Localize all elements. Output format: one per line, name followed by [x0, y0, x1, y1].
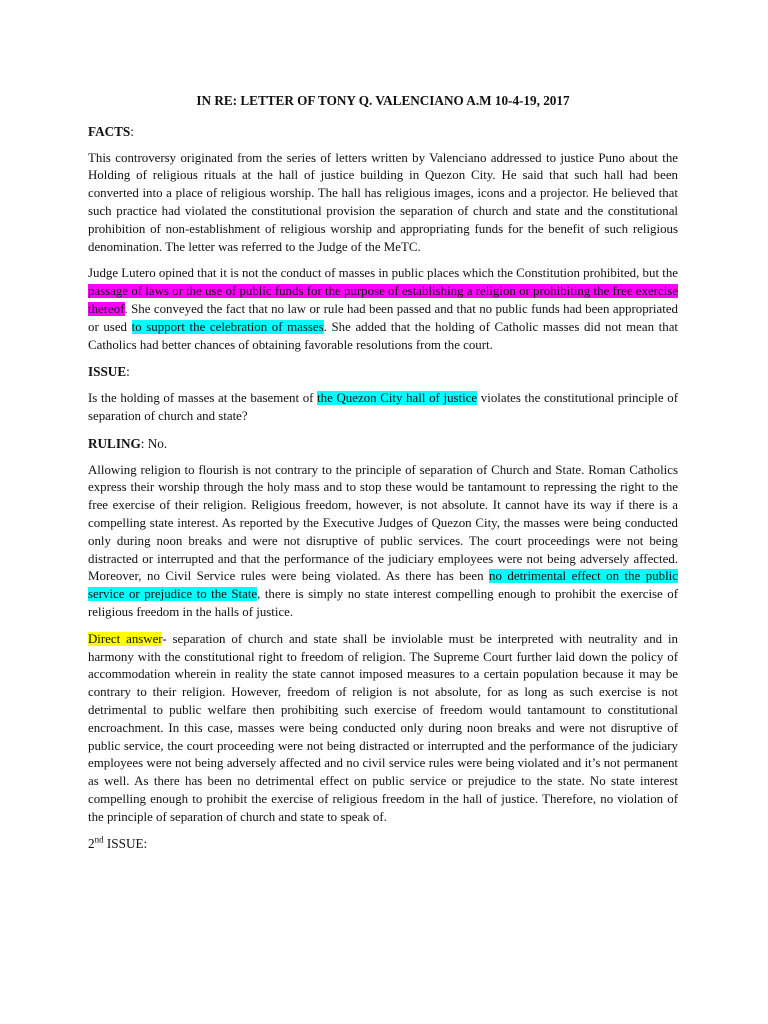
facts-heading: [88, 123, 678, 141]
facts-paragraph-1: This controversy originated from the series of letters written by Valenciano addressed to justice Puno about the Holding of religious rituals at the hall of justice building in Quezon City. He said that such hall had been converted into a place of religious worship. The hall has religious images, icons and a projector. He believed that such practice had violated the constitutional provision the separation of church and state and the constitutional prohibition of non-establishment of religious worship and appropriating funds for the benefit of such religious denomination. The letter was referred to the Judge of the MeTC.: [88, 150, 678, 254]
facts-heading-colon: :: [130, 123, 134, 139]
highlight-magenta-passage: passage of laws or the use of public funds for the purpose of establishing a religion or prohibiting the free exercise thereof: [88, 284, 678, 316]
second-issue-ordinal: nd: [94, 835, 104, 846]
highlight-yellow-direct-answer: Direct answer: [88, 631, 163, 646]
facts-p2-text-b: . She conveyed the fact that no law or rule had been passed and that no public funds had been appropriated or used: [88, 301, 678, 334]
facts-p2-text-c: . She added that the holding of Catholic masses did not mean that Catholics had better chances of obtaining favorable resolutions from the court.: [88, 319, 679, 352]
highlight-cyan-masses: to support the celebration of masses: [131, 319, 324, 334]
document-page: [88, 92, 678, 862]
facts-p2-text-a: Judge Lutero opined that it is not the conduct of masses in public places which the Constitution prohibited, but the: [88, 266, 679, 281]
ruling-answer: : No.: [140, 435, 168, 451]
issue-heading: [88, 363, 678, 381]
ruling-p1-text-a: Allowing religion to flourish is not contrary to the principle of separation of Church and State. Roman Catholics express their worship through the holy mass and to stop these would be tantamount to repressing the right to the free exercise of their religion. Religious freedom, however, is not absolute. It cannot have its way if there is a compelling state interest. As reported by the Executive Judges of Quezon City, the masses were being conducted only during noon breaks and were not disruptive of public services. The court proceedings were not being distracted or interrupted and that the performance of the judiciary employees were not being adversely affected. Moreover, no Civil Service rules were being violated. As there has been: [88, 462, 678, 584]
ruling-paragraph-1: [88, 462, 678, 622]
ruling-heading-label: RULING: [88, 435, 141, 451]
issue-text-a: Is the holding of masses at the basement of: [88, 391, 318, 406]
issue-heading-colon: :: [126, 364, 130, 380]
highlight-cyan-no-detrimental-effect: no detrimental effect on the public service or prejudice to the State: [88, 569, 678, 602]
ruling-paragraph-2: [88, 631, 678, 827]
highlight-cyan-hall-of-justice: the Quezon City hall of justice: [317, 391, 478, 406]
ruling-p1-text-b: , there is simply no state interest compelling enough to prohibit the exercise of religious freedom in the halls of justice.: [88, 587, 678, 619]
second-issue-label: ISSUE:: [103, 836, 148, 852]
document-title: IN RE: LETTER OF TONY Q. VALENCIANO A.M 10-4-19, 2017: [196, 93, 570, 108]
issue-heading-label: ISSUE: [88, 364, 127, 380]
facts-heading-label: FACTS: [88, 123, 131, 139]
facts-paragraph-2: [88, 265, 678, 354]
ruling-heading: [88, 435, 678, 453]
second-issue-heading: [88, 835, 678, 853]
issue-text-b: violates the constitutional principle of separation of church and state?: [88, 391, 678, 423]
ruling-p2-text: - separation of church and state shall be inviolable must be interpreted with neutrality and in harmony with the constitutional right to freedom of religion. The Supreme Court further laid down the policy of accommodation wherein in reality the state cannot imposed measures to a certain population because it may be contrary to their religion. However, freedom of religion is not absolute, for as long as such exercise is not detrimental to public welfare then prohibiting such exercise of freedom would tantamount to constitutional encroachment. In this case, masses were being conducted only during noon breaks and were not disruptive of public service, the court proceeding were not being distracted or interrupted and the performance of the judiciary employees were not being adversely affected and no civil service rules were being violated and it’s not permanent as well. As there has been no detrimental effect on public service or prejudice to the state. No state interest compelling enough to prohibit the exercise of religious freedom in the hall of justice. Therefore, no violation of the principle of separation of church and state to speak of.: [88, 631, 678, 824]
second-issue-number: 2: [88, 836, 95, 852]
issue-paragraph: [88, 390, 678, 426]
